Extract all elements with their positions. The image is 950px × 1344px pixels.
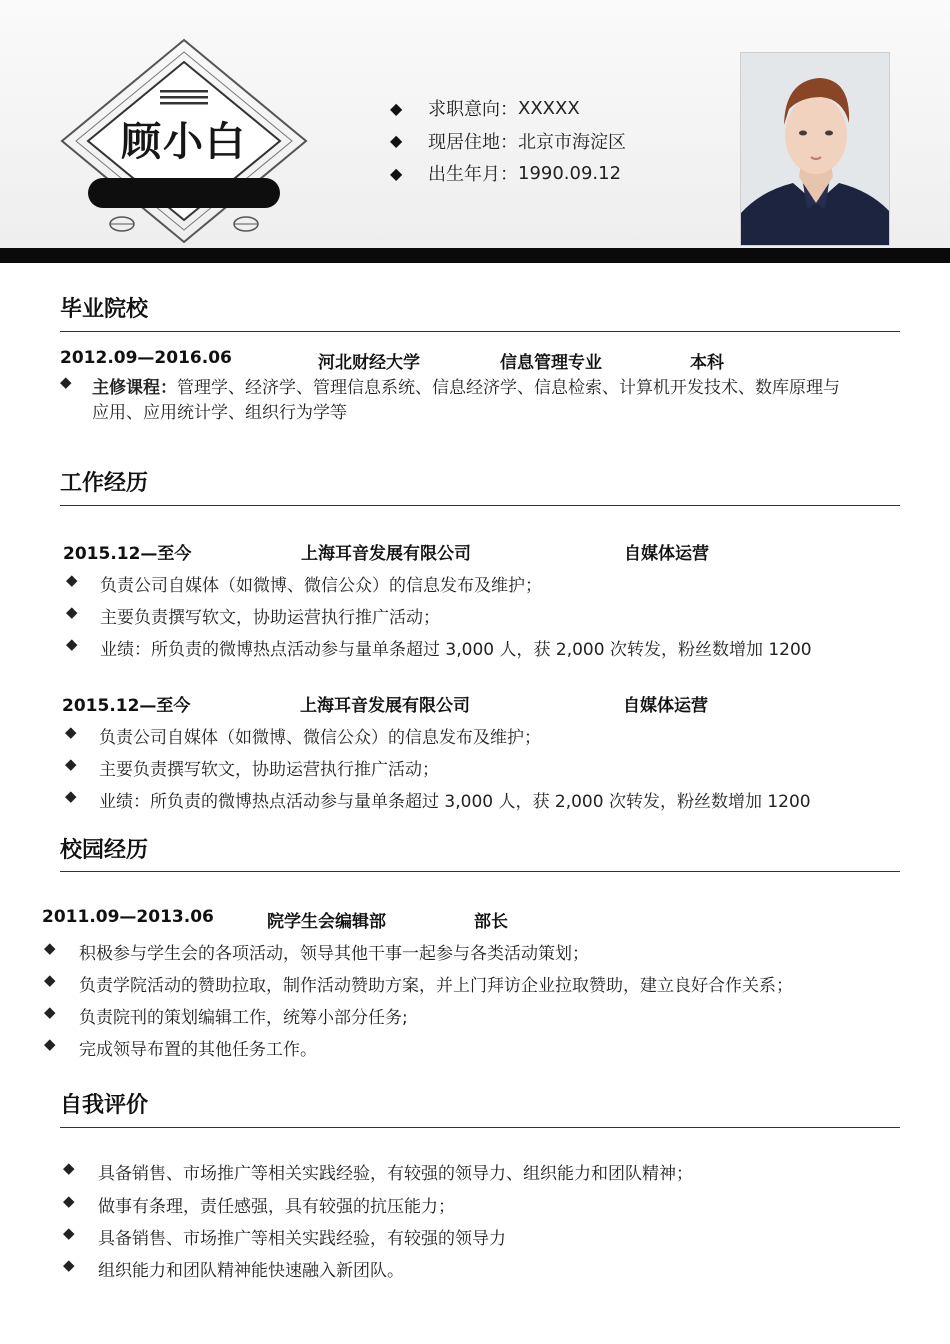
info-label: 出生年月： <box>428 164 518 186</box>
job-position: 自媒体运营 <box>624 544 709 564</box>
diamond-bullet-icon: ◆ <box>44 971 56 989</box>
diamond-bullet-icon: ◆ <box>390 131 403 151</box>
job-duty-text: 负责公司自媒体（如微博、微信公众）的信息发布及维护； <box>99 728 541 748</box>
diamond-bullet-icon: ◆ <box>390 163 403 183</box>
self-item-text: 具备销售、市场推广等相关实践经验，有较强的领导力 <box>98 1229 506 1249</box>
diamond-bullet-icon: ◆ <box>60 373 72 391</box>
diamond-bullet-icon: ◆ <box>65 723 77 741</box>
campus-period: 2011.09—2013.06 <box>42 907 214 927</box>
section-title-work: 工作经历 <box>60 471 149 496</box>
diamond-bullet-icon: ◆ <box>44 939 56 957</box>
job-duty-text: 业绩：所负责的微博热点活动参与量单条超过 3,000 人，获 2,000 次转发，粉丝数增加 1200 <box>99 792 811 812</box>
job-duty-text: 主要负责撰写软文，协助运营执行推广活动； <box>100 608 440 628</box>
campus-item-text: 积极参与学生会的各项活动，领导其他干事一起参与各类活动策划； <box>79 944 589 964</box>
diamond-bullet-icon: ◆ <box>65 755 77 773</box>
diamond-bullet-icon: ◆ <box>66 571 78 589</box>
section-rule <box>60 505 900 506</box>
diamond-bullet-icon: ◆ <box>66 635 78 653</box>
education-school: 河北财经大学 <box>318 353 420 373</box>
info-residence <box>390 125 626 158</box>
job-duty-text: 主要负责撰写软文，协助运营执行推广活动； <box>99 760 439 780</box>
self-item-text: 具备销售、市场推广等相关实践经验，有较强的领导力、组织能力和团队精神； <box>98 1164 693 1184</box>
job-duty-text: 负责公司自媒体（如微博、微信公众）的信息发布及维护； <box>100 576 542 596</box>
diamond-bullet-icon: ◆ <box>63 1224 75 1242</box>
applicant-name: 顾小白 <box>121 119 247 165</box>
job-position: 自媒体运营 <box>623 696 708 716</box>
job-company: 上海耳音发展有限公司 <box>301 544 471 564</box>
campus-org: 院学生会编辑部 <box>267 912 386 932</box>
section-rule <box>60 871 900 872</box>
personal-info-list <box>390 92 626 190</box>
section-rule <box>60 1127 900 1128</box>
section-title-self-evaluation: 自我评价 <box>60 1093 149 1118</box>
job-period: 2015.12—至今 <box>63 544 192 564</box>
campus-item-text: 负责院刊的策划编辑工作，统筹小部分任务; <box>79 1008 408 1028</box>
diamond-bullet-icon: ◆ <box>44 1003 56 1021</box>
info-job-intention <box>390 92 626 125</box>
diamond-bullet-icon: ◆ <box>63 1192 75 1210</box>
courses-line-1: 管理学、经济学、管理信息系统、信息经济学、信息检索、计算机开发技术、数库原理与 <box>177 378 840 398</box>
profile-photo <box>740 52 890 246</box>
diamond-bullet-icon: ◆ <box>66 603 78 621</box>
education-degree: 本科 <box>690 353 724 373</box>
section-rule <box>60 331 900 332</box>
header-divider-bar <box>0 248 950 263</box>
campus-item-text: 完成领导布置的其他任务工作。 <box>79 1040 317 1060</box>
info-birth-date <box>390 157 626 190</box>
self-item-text: 做事有条理，责任感强，具有较强的抗压能力； <box>98 1197 455 1217</box>
diamond-bullet-icon: ◆ <box>65 787 77 805</box>
education-major: 信息管理专业 <box>500 353 602 373</box>
education-period: 2012.09—2016.06 <box>60 348 232 368</box>
self-item-text: 组织能力和团队精神能快速融入新团队。 <box>98 1261 404 1281</box>
courses-label: 主修课程： <box>92 378 177 398</box>
diamond-bullet-icon: ◆ <box>63 1256 75 1274</box>
person-portrait-icon <box>741 53 890 246</box>
info-value: XXXXX <box>518 97 580 119</box>
section-title-education: 毕业院校 <box>60 297 149 322</box>
info-value: 1990.09.12 <box>518 162 622 184</box>
courses-text <box>92 373 840 398</box>
info-label: 现居住地： <box>428 131 518 153</box>
diamond-bullet-icon: ◆ <box>63 1159 75 1177</box>
courses-line-2: 应用、应用统计学、组织行为学等 <box>92 403 347 423</box>
name-logo <box>60 38 308 244</box>
job-duty-text: 业绩：所负责的微博热点活动参与量单条超过 3,000 人，获 2,000 次转发，粉丝数增加 1200 <box>100 640 812 660</box>
diamond-bullet-icon: ◆ <box>44 1035 56 1053</box>
job-period: 2015.12—至今 <box>62 696 191 716</box>
campus-item-text: 负责学院活动的赞助拉取，制作活动赞助方案，并上门拜访企业拉取赞助，建立良好合作关系； <box>79 976 793 996</box>
info-label: 求职意向： <box>428 99 518 121</box>
job-company: 上海耳音发展有限公司 <box>300 696 470 716</box>
campus-role: 部长 <box>474 912 508 932</box>
section-title-campus: 校园经历 <box>60 838 149 863</box>
info-value: 北京市海淀区 <box>518 131 626 153</box>
diamond-bullet-icon: ◆ <box>390 98 403 118</box>
